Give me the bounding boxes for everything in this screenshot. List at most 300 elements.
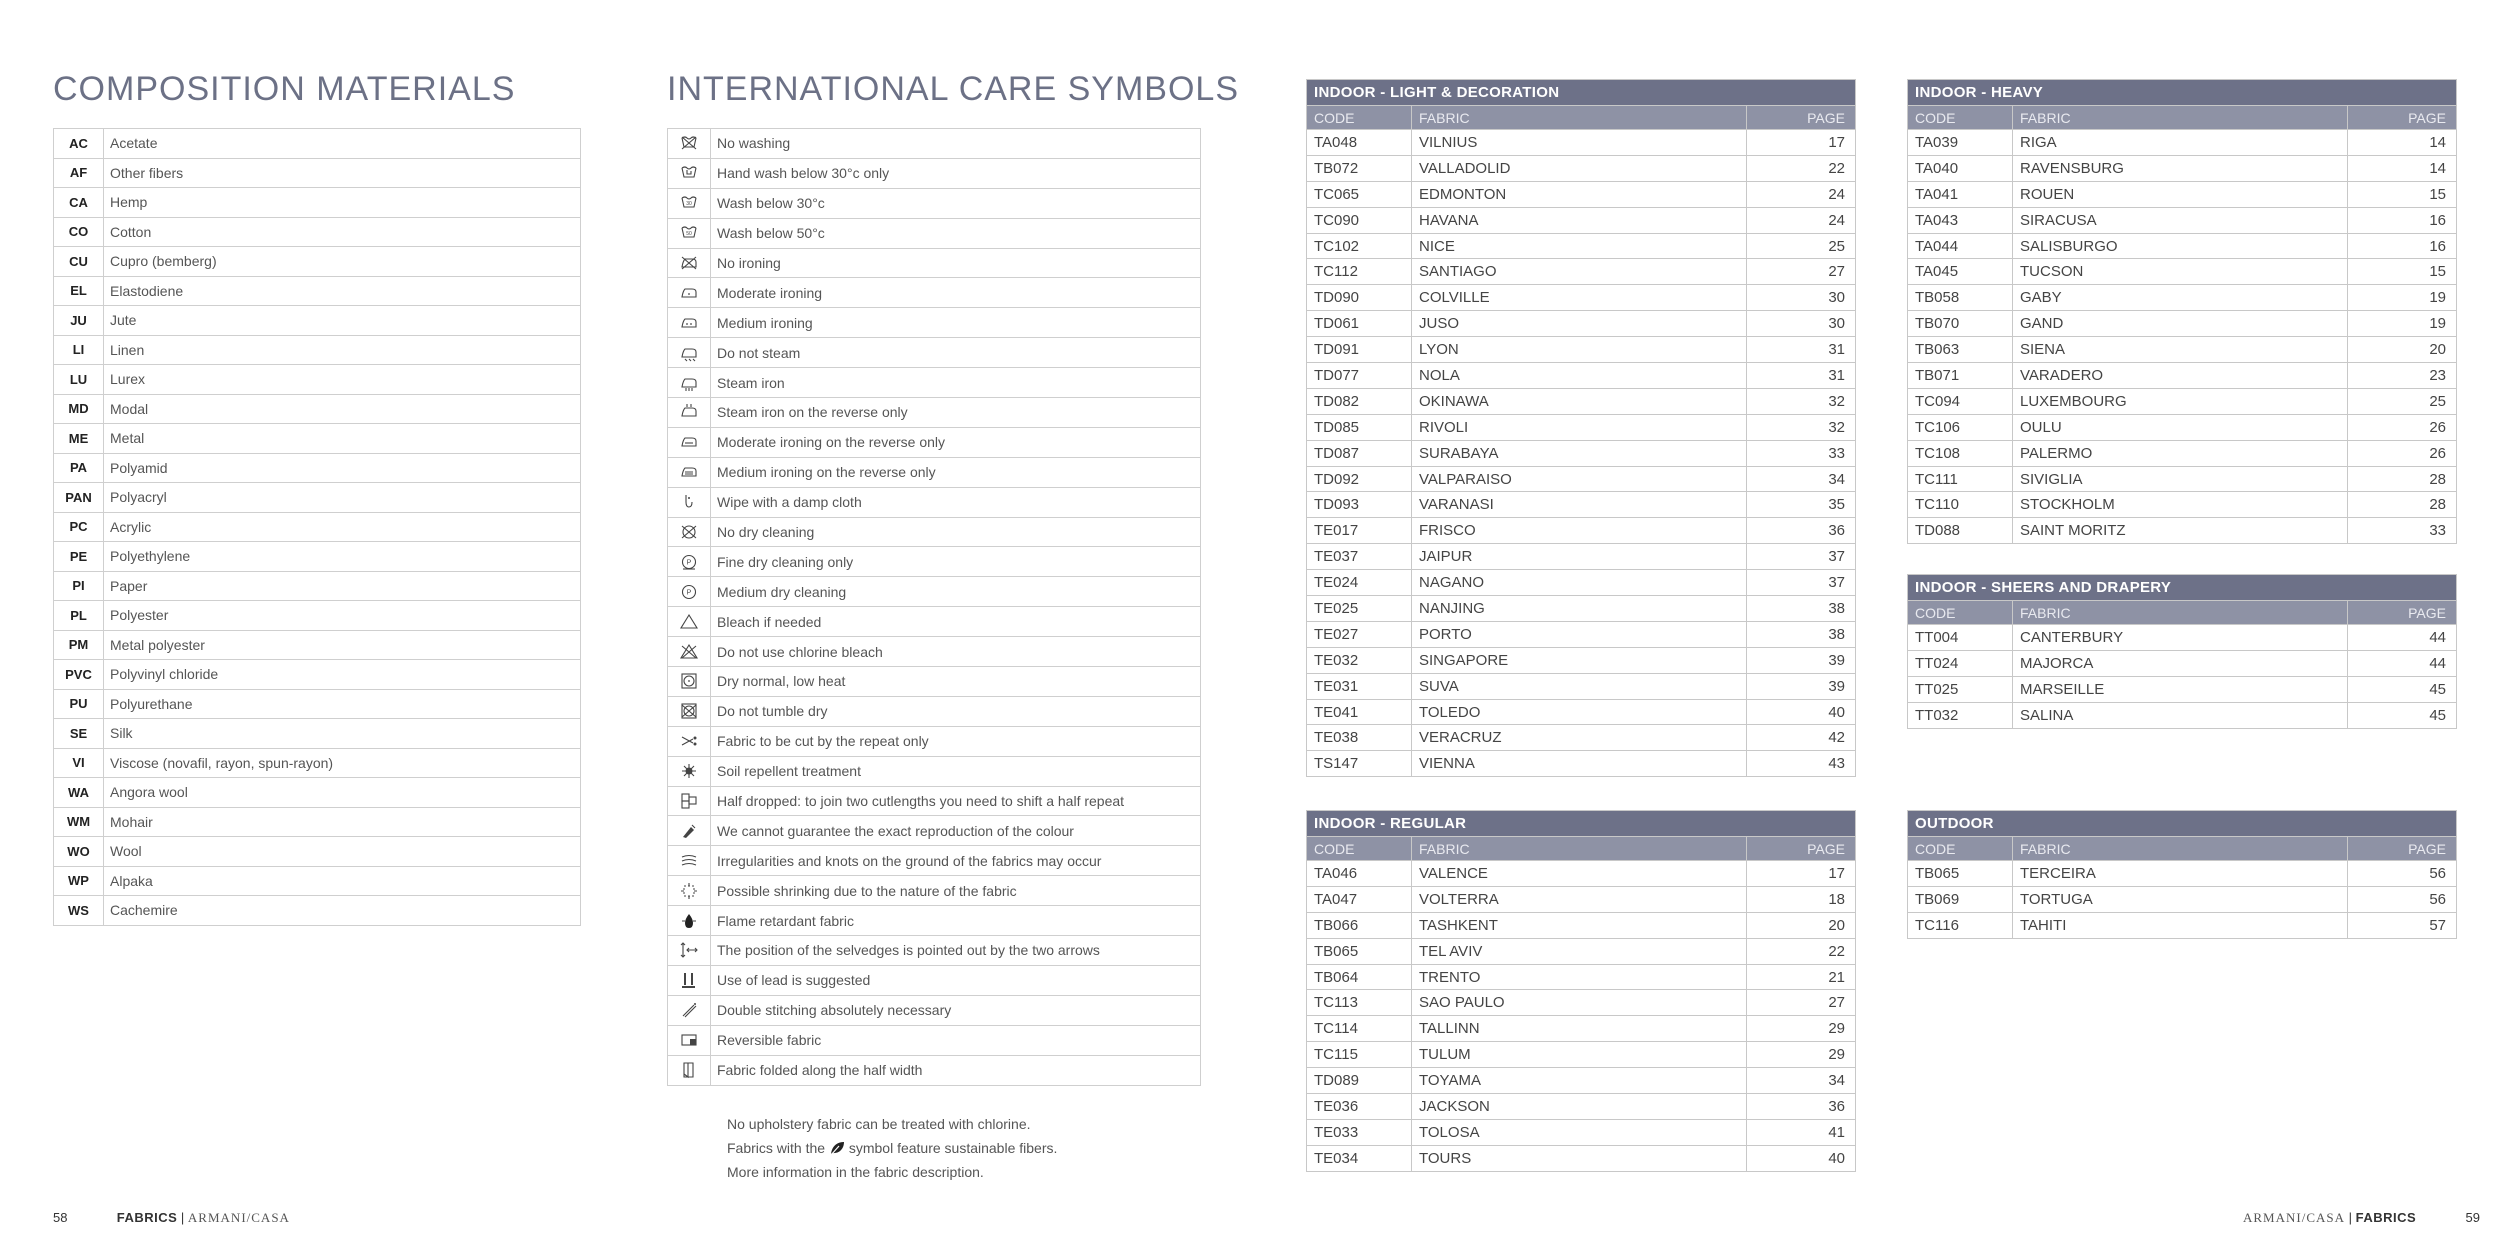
material-code: PAN — [54, 483, 104, 513]
fabric-name: GAND — [2013, 311, 2348, 337]
material-code: PE — [54, 542, 104, 572]
care-title: INTERNATIONAL CARE SYMBOLS — [667, 70, 1239, 108]
fabric-name: VALLADOLID — [1412, 155, 1747, 181]
fabric-page: 39 — [1747, 673, 1856, 699]
no-ironing-icon — [679, 253, 699, 273]
fabric-name: TRENTO — [1412, 964, 1747, 990]
footer-right-page-number: 59 — [2465, 1210, 2480, 1225]
material-code: LU — [54, 365, 104, 395]
table-row — [1307, 886, 1856, 912]
fabric-code: TC114 — [1307, 1016, 1412, 1042]
table-title-row — [1307, 811, 1856, 837]
steam-iron-icon — [679, 373, 699, 393]
table-row — [1908, 259, 2457, 285]
steam-iron-reverse-icon — [679, 402, 699, 422]
care-icon-cell — [668, 876, 711, 906]
table-row — [1908, 207, 2457, 233]
material-code: ME — [54, 424, 104, 454]
fabric-code: TC116 — [1908, 912, 2013, 938]
fabric-page: 18 — [1747, 886, 1856, 912]
footer-right-section: FABRICS — [2355, 1210, 2417, 1225]
material-code: MD — [54, 394, 104, 424]
fabric-code: TE024 — [1307, 570, 1412, 596]
fabric-name: OULU — [2013, 414, 2348, 440]
fabric-page: 27 — [1747, 259, 1856, 285]
shrinking-icon — [679, 881, 699, 901]
material-code: AC — [54, 129, 104, 159]
table-row — [1307, 647, 1856, 673]
care-row — [668, 816, 1201, 846]
composition-row — [54, 660, 581, 690]
header-code: CODE — [1908, 837, 2013, 861]
svg-text:50: 50 — [686, 231, 692, 238]
care-label: Fabric folded along the half width — [711, 1055, 1201, 1085]
care-row — [668, 1025, 1201, 1055]
care-note-line3: More information in the fabric description. — [727, 1164, 984, 1180]
composition-row — [54, 542, 581, 572]
fabric-name: TOLEDO — [1412, 699, 1747, 725]
fabric-code: TC102 — [1307, 233, 1412, 259]
fabric-name: STOCKHOLM — [2013, 492, 2348, 518]
composition-title: COMPOSITION MATERIALS — [53, 70, 516, 108]
table-row — [1908, 130, 2457, 156]
fabric-name: TUCSON — [2013, 259, 2348, 285]
fabric-name: SIENA — [2013, 337, 2348, 363]
fabric-code: TB065 — [1908, 861, 2013, 887]
table-row — [1307, 492, 1856, 518]
care-row — [668, 308, 1201, 338]
care-label: Moderate ironing — [711, 278, 1201, 308]
material-name: Paper — [104, 571, 581, 601]
soil-repellent-icon — [679, 761, 699, 781]
composition-row — [54, 689, 581, 719]
fabric-code: TB071 — [1908, 363, 2013, 389]
composition-row — [54, 896, 581, 926]
table-title-rest: - HEAVY — [1976, 84, 2044, 101]
header-code: CODE — [1307, 837, 1412, 861]
table-title-bold: INDOOR — [1314, 84, 1376, 101]
composition-row — [54, 483, 581, 513]
medium-dry-cleaning-icon — [679, 582, 699, 602]
fabric-code: TE033 — [1307, 1119, 1412, 1145]
fabric-code: TC090 — [1307, 207, 1412, 233]
fabric-code: TC110 — [1908, 492, 2013, 518]
care-label: Flame retardant fabric — [711, 906, 1201, 936]
care-icon-cell — [668, 726, 711, 756]
care-label: Soil repellent treatment — [711, 756, 1201, 786]
material-name: Polyamid — [104, 453, 581, 483]
fabric-name: TOLOSA — [1412, 1119, 1747, 1145]
fabric-page: 34 — [1747, 466, 1856, 492]
care-row — [668, 398, 1201, 428]
care-icon-cell — [668, 457, 711, 487]
care-label: Moderate ironing on the reverse only — [711, 427, 1201, 457]
fabric-name: TOYAMA — [1412, 1068, 1747, 1094]
material-name: Linen — [104, 335, 581, 365]
care-icon-cell — [668, 487, 711, 517]
fabric-page: 21 — [1747, 964, 1856, 990]
table-row — [1307, 414, 1856, 440]
fabric-name: TALLINN — [1412, 1016, 1747, 1042]
table-row — [1307, 725, 1856, 751]
composition-row — [54, 630, 581, 660]
table-row — [1908, 285, 2457, 311]
table-row — [1908, 886, 2457, 912]
material-name: Mohair — [104, 807, 581, 837]
table-title-bold: INDOOR — [1915, 579, 1977, 596]
fabric-code: TE032 — [1307, 647, 1412, 673]
care-icon-cell — [668, 308, 711, 338]
fabric-code: TA043 — [1908, 207, 2013, 233]
flame-retardant-icon — [679, 911, 699, 931]
table-row — [1307, 466, 1856, 492]
table-row — [1307, 1094, 1856, 1120]
care-row — [668, 278, 1201, 308]
care-icon-cell — [668, 517, 711, 547]
medium-ironing-reverse-icon — [679, 462, 699, 482]
fabric-page: 19 — [2348, 285, 2457, 311]
material-name: Wool — [104, 837, 581, 867]
fabric-name: TERCEIRA — [2013, 861, 2348, 887]
material-name: Polyvinyl chloride — [104, 660, 581, 690]
fabric-page: 30 — [1747, 285, 1856, 311]
fabric-page: 26 — [2348, 414, 2457, 440]
fabric-name: VARADERO — [2013, 363, 2348, 389]
no-dry-cleaning-icon — [679, 522, 699, 542]
care-row — [668, 846, 1201, 876]
material-name: Metal polyester — [104, 630, 581, 660]
material-code: WA — [54, 778, 104, 808]
fabric-code: TA045 — [1908, 259, 2013, 285]
fabric-code: TD090 — [1307, 285, 1412, 311]
fabric-code: TA046 — [1307, 861, 1412, 887]
fabric-page: 14 — [2348, 155, 2457, 181]
composition-row — [54, 306, 581, 336]
reversible-icon — [679, 1030, 699, 1050]
fabric-page: 24 — [1747, 181, 1856, 207]
care-icon-cell — [668, 906, 711, 936]
fabric-name: LYON — [1412, 337, 1747, 363]
fabric-name: LUXEMBOURG — [2013, 388, 2348, 414]
fabric-code: TE034 — [1307, 1145, 1412, 1171]
fabric-name: VALPARAISO — [1412, 466, 1747, 492]
fabric-code: TT025 — [1908, 676, 2013, 702]
material-code: PA — [54, 453, 104, 483]
composition-row — [54, 748, 581, 778]
care-row — [668, 965, 1201, 995]
care-row — [668, 547, 1201, 577]
fabric-page: 16 — [2348, 207, 2457, 233]
fabric-name: TAHITI — [2013, 912, 2348, 938]
care-icon-cell — [668, 756, 711, 786]
care-row — [668, 218, 1201, 248]
care-label: Wipe with a damp cloth — [711, 487, 1201, 517]
care-row — [668, 936, 1201, 966]
table-title — [1908, 80, 2457, 106]
table-row — [1307, 964, 1856, 990]
care-label: Reversible fabric — [711, 1025, 1201, 1055]
care-icon-cell — [668, 248, 711, 278]
care-row — [668, 188, 1201, 218]
table-row — [1307, 621, 1856, 647]
material-name: Acetate — [104, 129, 581, 159]
composition-row — [54, 719, 581, 749]
fabric-name: FRISCO — [1412, 518, 1747, 544]
table-row — [1908, 676, 2457, 702]
care-icon-cell — [668, 368, 711, 398]
table-title-rest: - REGULAR — [1375, 815, 1467, 832]
fabric-page: 38 — [1747, 596, 1856, 622]
care-row — [668, 487, 1201, 517]
table-row — [1908, 518, 2457, 544]
lead-icon — [679, 970, 699, 990]
table-title-row — [1307, 80, 1856, 106]
care-row — [668, 248, 1201, 278]
fabric-name: ROUEN — [2013, 181, 2348, 207]
care-icon-cell — [668, 816, 711, 846]
composition-row — [54, 807, 581, 837]
material-name: Hemp — [104, 188, 581, 218]
fabric-page: 25 — [1747, 233, 1856, 259]
care-icon-cell — [668, 398, 711, 428]
material-code: PL — [54, 601, 104, 631]
composition-row — [54, 158, 581, 188]
fabric-code: TC065 — [1307, 181, 1412, 207]
fabric-code: TB063 — [1908, 337, 2013, 363]
table-row — [1307, 518, 1856, 544]
fabric-page: 56 — [2348, 861, 2457, 887]
fabric-code: TC111 — [1908, 466, 2013, 492]
material-code: JU — [54, 306, 104, 336]
material-code: PI — [54, 571, 104, 601]
fabric-name: VILNIUS — [1412, 130, 1747, 156]
fabric-page: 15 — [2348, 181, 2457, 207]
fabric-page: 36 — [1747, 518, 1856, 544]
fabric-page: 57 — [2348, 912, 2457, 938]
indoor-heavy-table — [1907, 79, 2457, 544]
table-row — [1908, 650, 2457, 676]
fabric-code: TE037 — [1307, 544, 1412, 570]
selvedge-arrows-icon — [679, 940, 699, 960]
care-symbols-table — [667, 128, 1201, 1086]
material-code: CO — [54, 217, 104, 247]
table-row — [1307, 570, 1856, 596]
material-name: Viscose (novafil, rayon, spun-rayon) — [104, 748, 581, 778]
table-header-row — [1908, 106, 2457, 130]
table-title-rest: - LIGHT & DECORATION — [1375, 84, 1560, 101]
table-title-bold: OUTDOOR — [1915, 815, 1994, 832]
table-row — [1908, 181, 2457, 207]
composition-row — [54, 394, 581, 424]
fabric-code: TB065 — [1307, 938, 1412, 964]
fabric-page: 37 — [1747, 544, 1856, 570]
table-row — [1307, 155, 1856, 181]
care-row — [668, 129, 1201, 159]
fabric-page: 29 — [1747, 1016, 1856, 1042]
table-title — [1908, 811, 2457, 837]
material-code: PU — [54, 689, 104, 719]
material-name: Silk — [104, 719, 581, 749]
fabric-name: CANTERBURY — [2013, 625, 2348, 651]
fabric-name: NOLA — [1412, 363, 1747, 389]
care-label: Possible shrinking due to the nature of the fabric — [711, 876, 1201, 906]
fabric-code: TE027 — [1307, 621, 1412, 647]
material-code: WS — [54, 896, 104, 926]
fabric-name: MARSEILLE — [2013, 676, 2348, 702]
care-row — [668, 427, 1201, 457]
fabric-code: TC112 — [1307, 259, 1412, 285]
fabric-page: 43 — [1747, 751, 1856, 777]
material-code: AF — [54, 158, 104, 188]
header-fabric: FABRIC — [1412, 837, 1747, 861]
table-title-row — [1908, 575, 2457, 601]
double-stitching-icon — [679, 1000, 699, 1020]
material-code: PC — [54, 512, 104, 542]
care-icon-cell — [668, 696, 711, 726]
composition-row — [54, 188, 581, 218]
care-row — [668, 756, 1201, 786]
footer-left-brand: ARMANI/CASA — [187, 1210, 290, 1225]
material-code: EL — [54, 276, 104, 306]
table-row — [1908, 233, 2457, 259]
fabric-page: 35 — [1747, 492, 1856, 518]
no-chlorine-bleach-icon — [679, 642, 699, 662]
fabric-page: 17 — [1747, 130, 1856, 156]
table-row — [1307, 1119, 1856, 1145]
fabric-name: SINGAPORE — [1412, 647, 1747, 673]
care-label: No dry cleaning — [711, 517, 1201, 547]
header-fabric: FABRIC — [1412, 106, 1747, 130]
fabric-name: VALENCE — [1412, 861, 1747, 887]
fabric-page: 24 — [1747, 207, 1856, 233]
fabric-name: MAJORCA — [2013, 650, 2348, 676]
composition-row — [54, 247, 581, 277]
fabric-page: 20 — [2348, 337, 2457, 363]
material-name: Cotton — [104, 217, 581, 247]
material-name: Elastodiene — [104, 276, 581, 306]
fabric-name: SUVA — [1412, 673, 1747, 699]
care-label: Steam iron on the reverse only — [711, 398, 1201, 428]
material-name: Modal — [104, 394, 581, 424]
fabric-page: 32 — [1747, 388, 1856, 414]
table-row — [1307, 596, 1856, 622]
table-row — [1307, 990, 1856, 1016]
care-icon-cell — [668, 129, 711, 159]
table-title-rest: - SHEERS AND DRAPERY — [1976, 579, 2172, 596]
fabric-code: TE031 — [1307, 673, 1412, 699]
fabric-code: TC094 — [1908, 388, 2013, 414]
composition-row — [54, 129, 581, 159]
fabric-page: 38 — [1747, 621, 1856, 647]
fabric-name: SAO PAULO — [1412, 990, 1747, 1016]
fabric-code: TD077 — [1307, 363, 1412, 389]
care-label: No ironing — [711, 248, 1201, 278]
table-row — [1307, 1145, 1856, 1171]
material-code: WO — [54, 837, 104, 867]
fabric-page: 31 — [1747, 337, 1856, 363]
fabric-page: 17 — [1747, 861, 1856, 887]
irregularities-icon — [679, 851, 699, 871]
fabric-page: 31 — [1747, 363, 1856, 389]
care-label: Use of lead is suggested — [711, 965, 1201, 995]
fabric-code: TA040 — [1908, 155, 2013, 181]
care-label: No washing — [711, 129, 1201, 159]
fabric-page: 39 — [1747, 647, 1856, 673]
fabric-name: PALERMO — [2013, 440, 2348, 466]
fabric-name: JUSO — [1412, 311, 1747, 337]
care-row — [668, 995, 1201, 1025]
care-icon-cell — [668, 577, 711, 607]
table-row — [1307, 285, 1856, 311]
care-label: Fine dry cleaning only — [711, 547, 1201, 577]
material-name: Acrylic — [104, 512, 581, 542]
fabric-code: TC108 — [1908, 440, 2013, 466]
table-row — [1307, 699, 1856, 725]
material-name: Cupro (bemberg) — [104, 247, 581, 277]
material-code: WM — [54, 807, 104, 837]
care-label: Medium ironing — [711, 308, 1201, 338]
fabric-page: 40 — [1747, 699, 1856, 725]
header-code: CODE — [1908, 601, 2013, 625]
fabric-page: 29 — [1747, 1042, 1856, 1068]
fabric-code: TB069 — [1908, 886, 2013, 912]
fabric-name: SIRACUSA — [2013, 207, 2348, 233]
composition-row — [54, 512, 581, 542]
fabric-page: 37 — [1747, 570, 1856, 596]
fabric-page: 14 — [2348, 130, 2457, 156]
fabric-code: TA039 — [1908, 130, 2013, 156]
fabric-name: SIVIGLIA — [2013, 466, 2348, 492]
table-row — [1908, 440, 2457, 466]
material-name: Polyester — [104, 601, 581, 631]
care-label: Dry normal, low heat — [711, 667, 1201, 697]
material-code: PM — [54, 630, 104, 660]
fabric-code: TE017 — [1307, 518, 1412, 544]
table-title — [1307, 811, 1856, 837]
fabric-page: 26 — [2348, 440, 2457, 466]
table-row — [1307, 861, 1856, 887]
fabric-code: TD082 — [1307, 388, 1412, 414]
table-row — [1307, 259, 1856, 285]
fabric-code: TE038 — [1307, 725, 1412, 751]
care-icon-cell — [668, 188, 711, 218]
fabric-code: TT032 — [1908, 702, 2013, 728]
fabric-page: 40 — [1747, 1145, 1856, 1171]
table-row — [1307, 233, 1856, 259]
fabric-name: PORTO — [1412, 621, 1747, 647]
table-row — [1908, 311, 2457, 337]
footer-right-brand: ARMANI/CASA — [2243, 1210, 2346, 1225]
fabric-page: 34 — [1747, 1068, 1856, 1094]
table-title-bold: INDOOR — [1915, 84, 1977, 101]
material-name: Metal — [104, 424, 581, 454]
table-title — [1307, 80, 1856, 106]
care-icon-cell — [668, 278, 711, 308]
half-drop-icon — [679, 791, 699, 811]
svg-text:P: P — [686, 559, 692, 567]
fabric-code: TE025 — [1307, 596, 1412, 622]
fabric-page: 22 — [1747, 155, 1856, 181]
table-row — [1307, 751, 1856, 777]
fabric-code: TC106 — [1908, 414, 2013, 440]
moderate-ironing-reverse-icon — [679, 432, 699, 452]
fabric-name: TULUM — [1412, 1042, 1747, 1068]
table-row — [1307, 207, 1856, 233]
care-row — [668, 906, 1201, 936]
fabric-page: 41 — [1747, 1119, 1856, 1145]
material-name: Alpaka — [104, 866, 581, 896]
table-row — [1307, 130, 1856, 156]
